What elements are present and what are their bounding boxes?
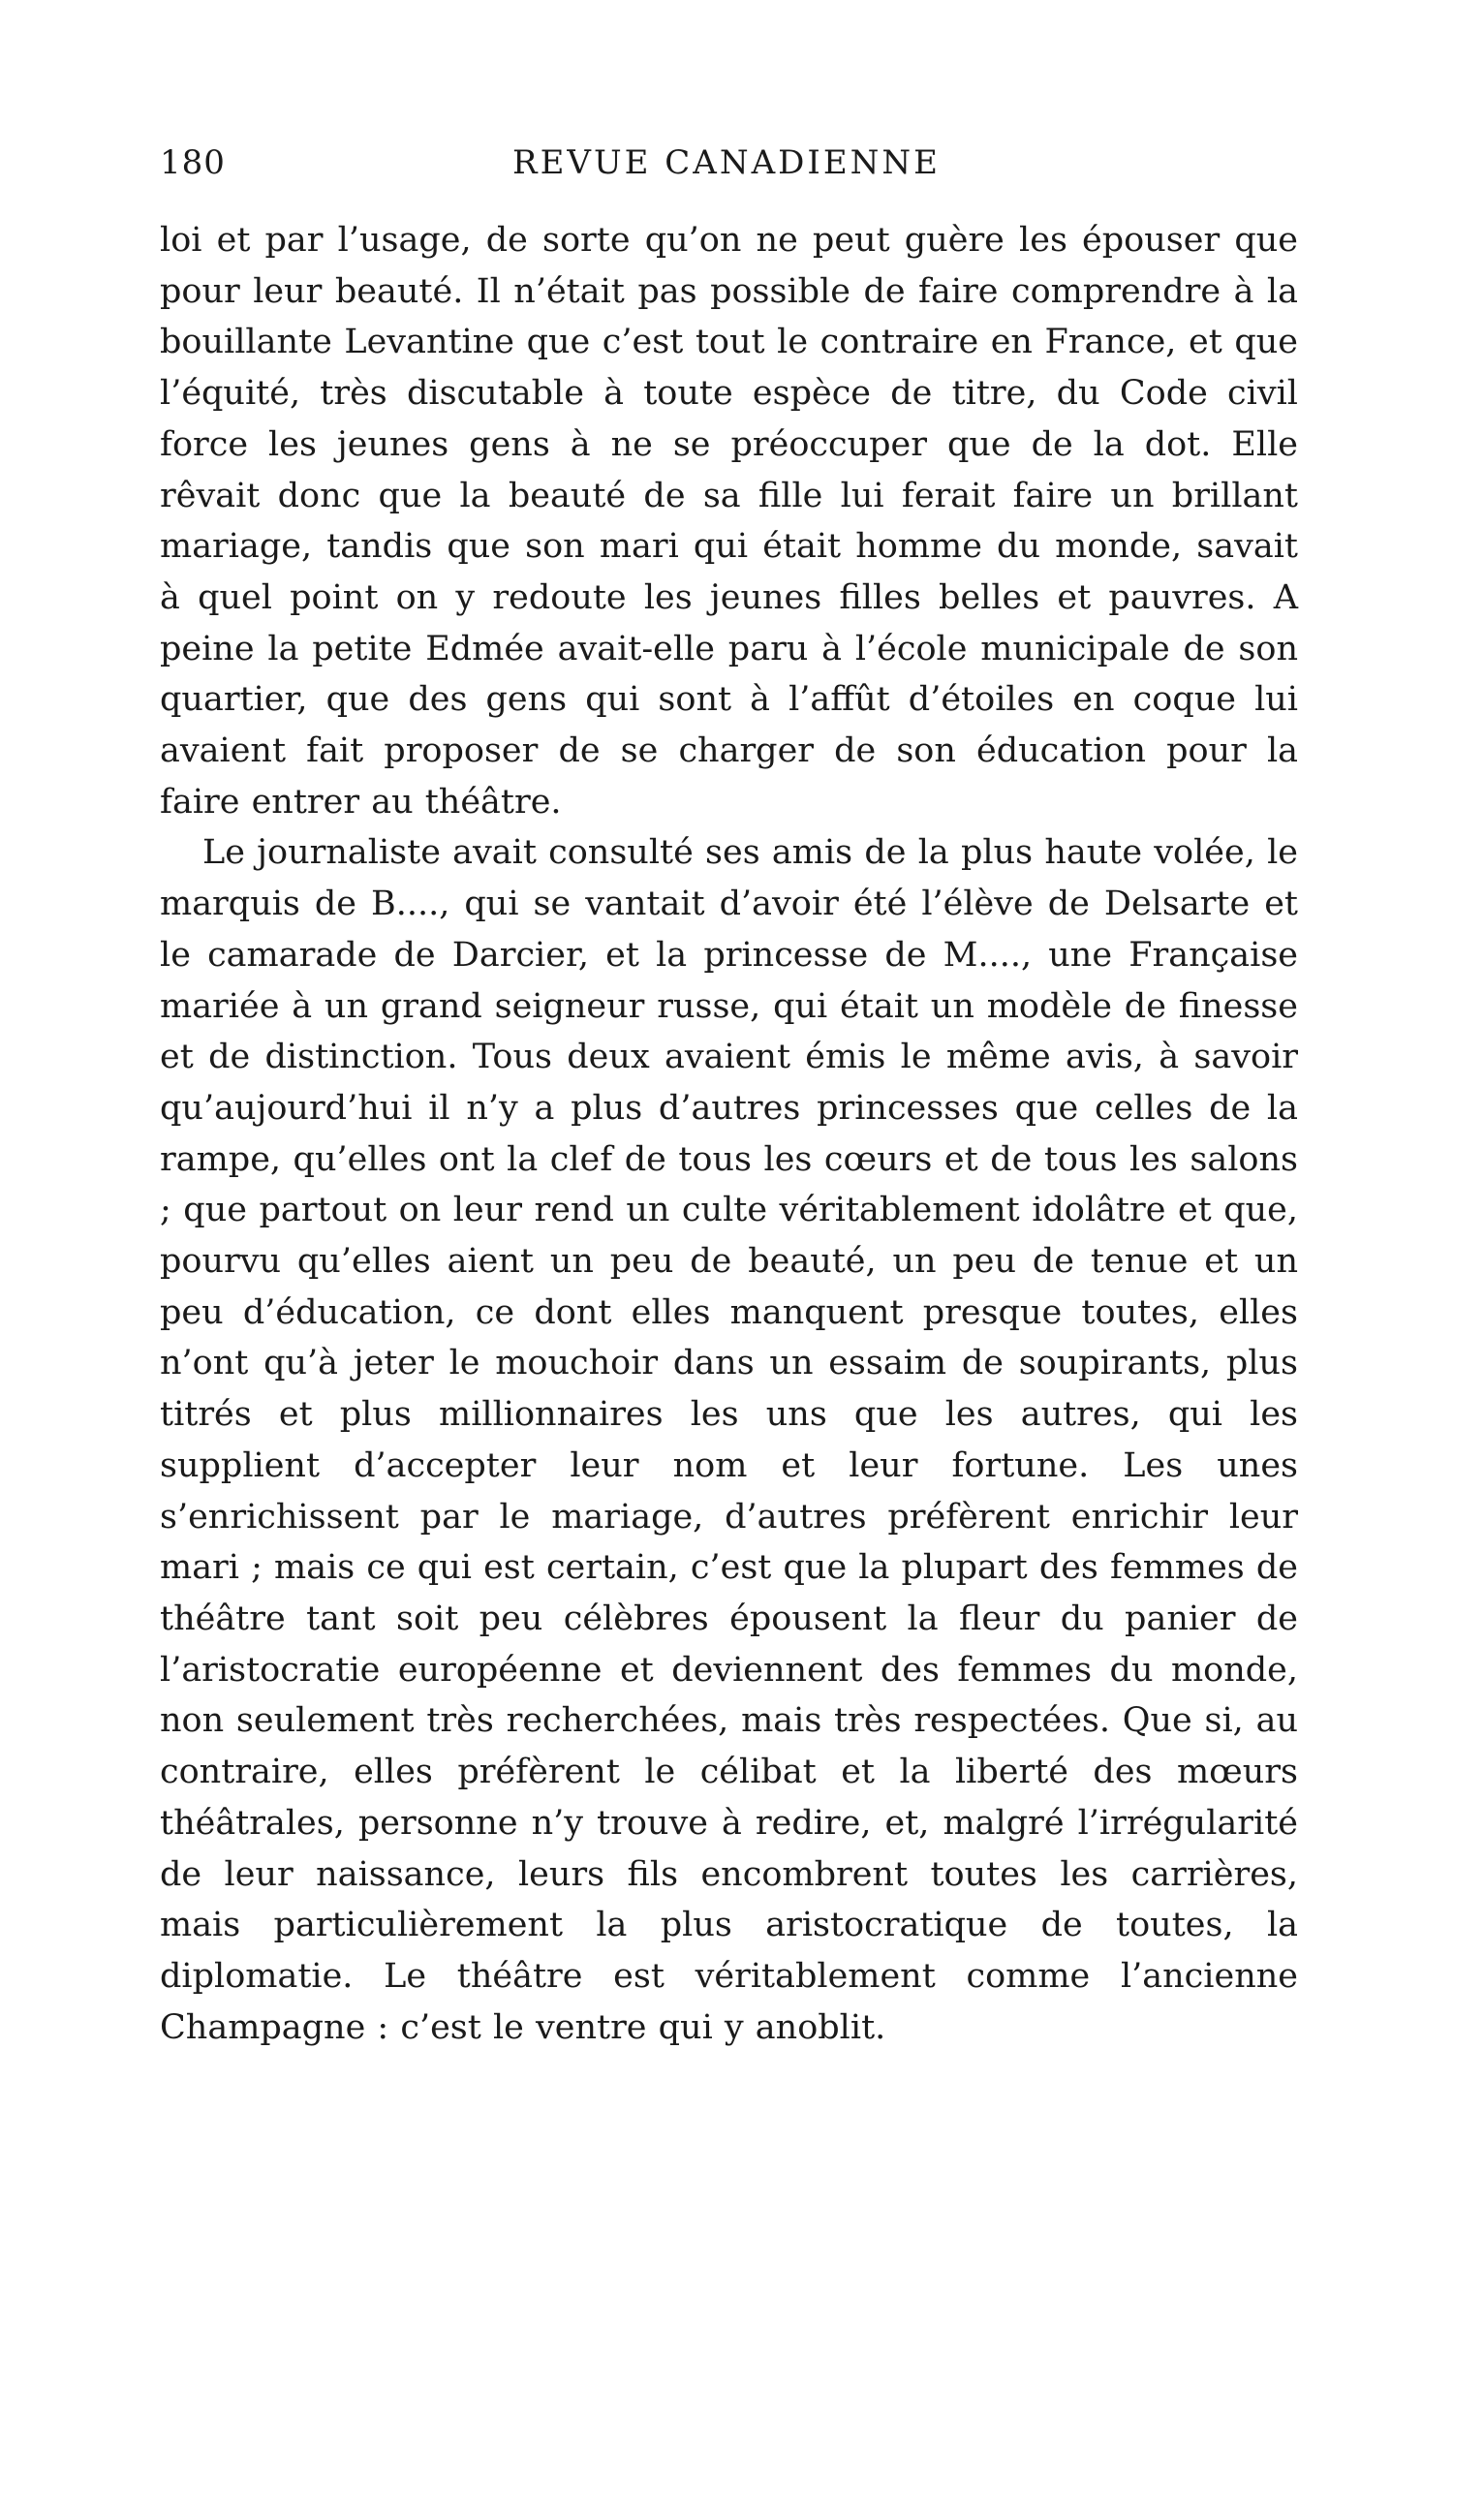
- paragraph-2: Le journaliste avait consulté ses amis de la plus haute volée, le marquis de B...., qui se vantait d’avoir été l’élève de Delsarte et le camarade de Darcier, et la princesse de M...., une Française mariée à un grand seigneur russe, qui était un modèle de finesse et de distinction. Tous deux avaient émis le même avis, à savoir qu’aujourd’hui il n’y a plus d’autres princesses que celles de la rampe, qu’elles ont la clef de tous les cœurs et de tous les salons ; que partout on leur rend un culte véritablement idolâtre et que, pourvu qu’elles aient un peu de beauté, un peu de tenue et un peu d’éducation, ce dont elles manquent presque toutes, elles n’ont qu’à jeter le mouchoir dans un essaim de soupirants, plus titrés et plus millionnaires les uns que les autres, qui les supplient d’accepter leur nom et leur fortune. Les unes s’enrichissent par le mariage, d’autres préfèrent enrichir leur mari ; mais ce qui est certain, c’est que la plupart des femmes de théâtre tant soit peu célèbres épousent la fleur du panier de l’aristocratie européenne et deviennent des femmes du monde, non seulement très recherchées, mais très respectées. Que si, au contraire, elles préfèrent le célibat et la liberté des mœurs théâtrales, personne n’y trouve à redire, et, malgré l’irrégularité de leur naissance, leurs fils encombrent toutes les carrières, mais particulièrement la plus aristocratique de toutes, la diplomatie. Le théâtre est véritablement comme l’ancienne Champagne : c’est le ventre qui y anoblit.: [160, 833, 1298, 2047]
- body-text: [160, 215, 1298, 2053]
- page-number: 180: [160, 143, 226, 182]
- running-title: REVUE CANADIENNE: [512, 143, 941, 182]
- paragraph-1: loi et par l’usage, de sorte qu’on ne peut guère les épouser que pour leur beauté. Il n’était pas possible de faire comprendre à la bouillante Levantine que c’est tout le contraire en France, et que l’équité, très discutable à toute espèce de titre, du Code civil force les jeunes gens à ne se préoccuper que de la dot. Elle rêvait donc que la beauté de sa fille lui ferait faire un brillant mariage, tandis que son mari qui était homme du monde, savait à quel point on y redoute les jeunes filles belles et pauvres. A peine la petite Edmée avait-elle paru à l’école municipale de son quartier, que des gens qui sont à l’affût d’étoiles en coque lui avaient fait proposer de se charger de son éducation pour la faire entrer au théâtre.: [160, 221, 1298, 822]
- page-header: [160, 134, 1293, 192]
